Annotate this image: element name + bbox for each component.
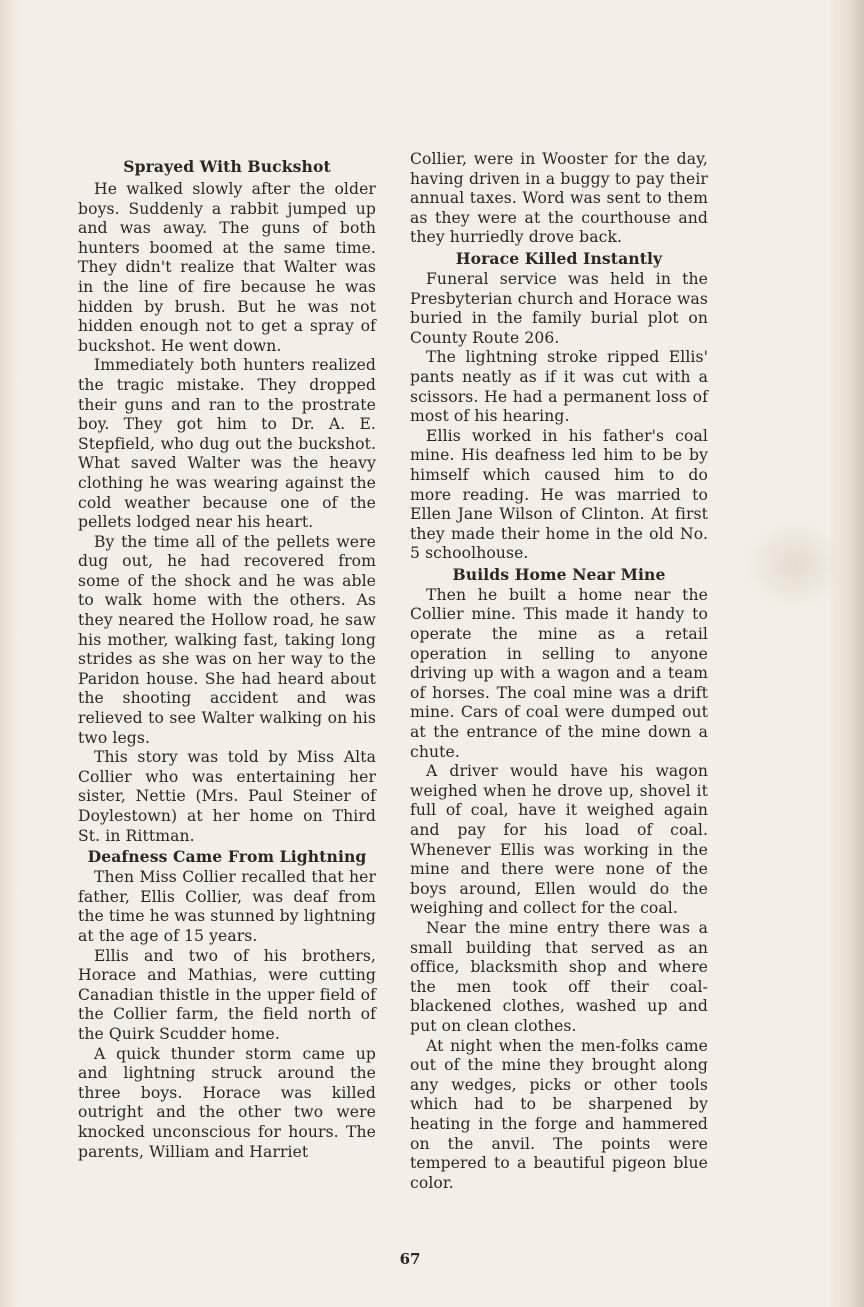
paper-stain [745,520,845,610]
paragraph: Funeral service was held in the Presbyterian church and Horace was buried in the family burial plot on County Route 206. [410,269,708,347]
paragraph: Ellis and two of his brothers, Horace and Mathias, were cutting Canadian thistle in the upper field of the Collier farm, the field north of the Quirk Scudder home. [78,946,376,1043]
paragraph: At night when the men-folks came out of the mine they brought along any wedges, picks or other tools which had to be sharpened by heating in the forge and hammered on the anvil. The points were tempered to a beautiful pigeon blue color. [410,1036,708,1192]
paragraph: He walked slowly after the older boys. Suddenly a rabbit jumped up and was away. The guns of both hunters boomed at the same time. They didn't realize that Walter was in the line of fire because he was hidden by brush. But he was not hidden enough not to get a spray of buckshot. He went down. [78,180,376,355]
right-column [410,150,708,1193]
paragraph: A quick thunder storm came up and lightning struck around the three boys. Horace was killed outright and the other two were knocked unconscious for hours. The parents, William and Harriet [78,1044,376,1161]
page-shadow-left [0,0,18,1307]
heading-deafness-came-from-lightning: Deafness Came From Lightning [87,847,367,867]
paragraph: This story was told by Miss Alta Collier who was entertaining her sister, Nettie (Mrs. Paul Steiner of Doylestown) at her home on Third St. in Rittman. [78,748,376,845]
page-edge-right [830,0,864,1307]
paragraph: A driver would have his wagon weighed when he drove up, shovel it full of coal, have it weighed again and pay for his load of coal. Whenever Ellis was working in the mine and there were none of the boys around, Ellen would do the weighing and collect for the coal. [410,762,708,918]
heading-horace-killed-instantly: Horace Killed Instantly [455,248,663,268]
paragraph: The lightning stroke ripped Ellis' pants neatly as if it was cut with a scissors. He had a permanent loss of most of his hearing. [410,348,708,426]
page-number: 67 [399,1250,421,1268]
heading-builds-home-near-mine: Builds Home Near Mine [452,564,666,584]
paragraph: Near the mine entry there was a small building that served as an office, blacksmith shop and where the men took off their coal-blackened clothes, washed up and put on clean clothes. [410,918,708,1035]
paragraph: By the time all of the pellets were dug out, he had recovered from some of the shock and he was able to walk home with the others. As they neared the Hollow road, he saw his mother, walking fast, taking long strides as she was on her way to the Paridon house. She had heard about the shooting accident and was relieved to see Walter walking on his two legs. [78,532,376,747]
left-column [78,150,376,1162]
paragraph: Ellis worked in his father's coal mine. His deafness led him to be by himself which caused him to do more reading. He was married to Ellen Jane Wilson of Clinton. At first they made their home in the old No. 5 schoolhouse. [410,426,708,563]
paragraph: Immediately both hunters realized the tragic mistake. They dropped their guns and ran to the prostrate boy. They got him to Dr. A. E. Stepfield, who dug out the buckshot. What saved Walter was the heavy clothing he was wearing against the cold weather because one of the pellets lodged near his heart. [78,356,376,532]
paragraph-continued: Collier, were in Wooster for the day, having driven in a buggy to pay their annual taxes. Word was sent to them as they were at the courthouse and they hurriedly drove back. [410,150,708,247]
heading-sprayed-with-buckshot: Sprayed With Buckshot [123,157,331,176]
paragraph: Then Miss Collier recalled that her father, Ellis Collier, was deaf from the time he was stunned by lightning at the age of 15 years. [78,868,376,945]
paragraph: Then he built a home near the Collier mine. This made it handy to operate the mine as a retail operation in selling to anyone driving up with a wagon and a team of horses. The coal mine was a drift mine. Cars of coal were dumped out at the entrance of the mine down a chute. [410,585,708,761]
